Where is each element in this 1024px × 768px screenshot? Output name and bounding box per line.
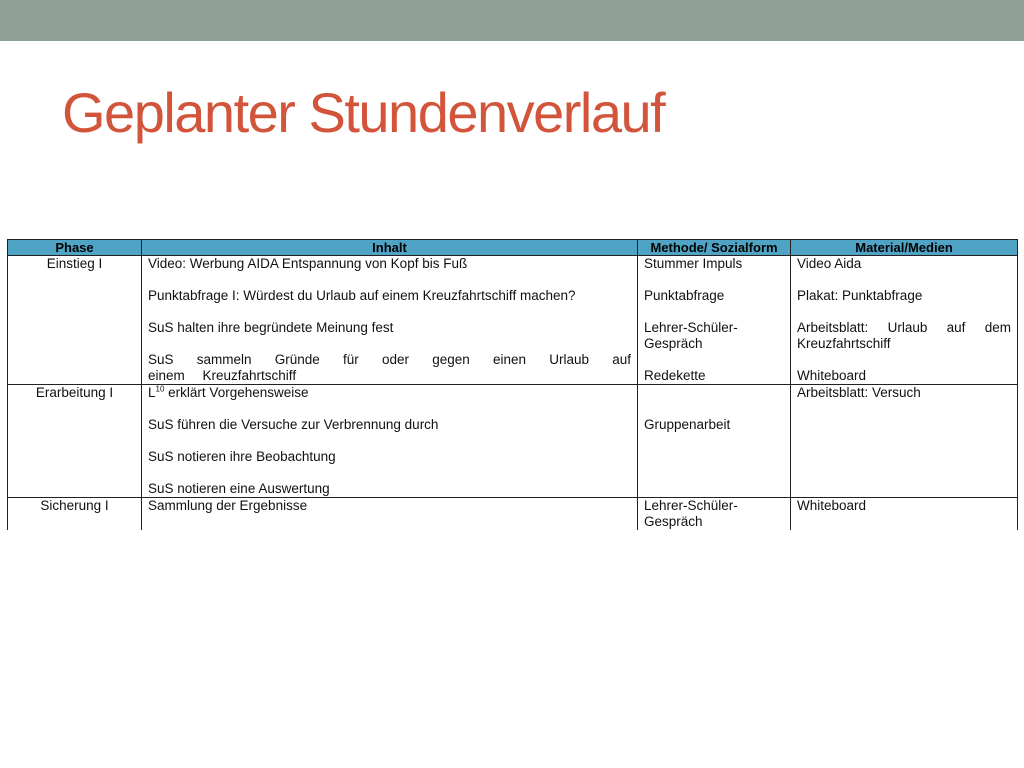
methode-entry: Lehrer-Schüler-Gespräch	[644, 498, 738, 529]
inhalt-entry: SuS notieren eine Auswertung	[148, 481, 330, 496]
inhalt-cell	[142, 256, 638, 385]
inhalt-entry: SuS notieren ihre Beobachtung	[148, 449, 336, 464]
phase-cell: Erarbeitung I	[8, 385, 142, 498]
material-entry: Arbeitsblatt: Urlaub auf dem Kreuzfahrtschiff	[797, 320, 1011, 351]
methode-cell	[638, 256, 791, 385]
header-inhalt: Inhalt	[142, 240, 638, 256]
methode-cell	[638, 385, 791, 498]
top-accent-bar	[0, 0, 1024, 41]
methode-entry: Stummer Impuls	[644, 256, 743, 271]
inhalt-entry: SuS führen die Versuche zur Verbrennung durch	[148, 417, 439, 432]
header-phase: Phase	[8, 240, 142, 256]
slide-title: Geplanter Stundenverlauf	[62, 81, 665, 144]
inhalt-entry: SuS halten ihre begründete Meinung fest	[148, 320, 394, 335]
material-entry: Whiteboard	[797, 498, 867, 513]
lesson-plan-table	[7, 239, 1018, 530]
inhalt-entry: Sammlung der Ergebnisse	[148, 498, 308, 513]
material-cell	[791, 256, 1018, 385]
phase-cell: Einstieg I	[8, 256, 142, 385]
table-row	[8, 385, 1018, 498]
table-row	[8, 498, 1018, 531]
methode-entry: Lehrer-Schüler-Gespräch	[644, 320, 738, 351]
methode-entry: Gruppenarbeit	[644, 417, 731, 432]
material-cell	[791, 385, 1018, 498]
material-cell	[791, 498, 1018, 531]
inhalt-entry-text: erklärt Vorgehensweise	[164, 385, 309, 400]
material-entry: Video Aida	[797, 256, 862, 271]
inhalt-cell	[142, 498, 638, 531]
material-entry: Plakat: Punktabfrage	[797, 288, 923, 303]
methode-entry: Redekette	[644, 368, 706, 383]
methode-entry: Punktabfrage	[644, 288, 725, 303]
inhalt-entry: Video: Werbung AIDA Entspannung von Kopf bis Fuß	[148, 256, 468, 271]
inhalt-entry	[148, 385, 631, 401]
material-entry: Arbeitsblatt: Versuch	[797, 385, 921, 400]
teacher-abbrev: L	[148, 385, 156, 400]
material-entry: Whiteboard	[797, 368, 867, 383]
header-material: Material/Medien	[791, 240, 1018, 256]
inhalt-entry: SuS sammeln Gründe für oder gegen einen Urlaub auf einem Kreuzfahrtschiff	[148, 352, 631, 383]
phase-cell: Sicherung I	[8, 498, 142, 531]
footnote-marker: 10	[155, 384, 165, 394]
table-row	[8, 256, 1018, 385]
methode-cell	[638, 498, 791, 531]
inhalt-cell	[142, 385, 638, 498]
table-header-row	[8, 240, 1018, 256]
inhalt-entry: Punktabfrage I: Würdest du Urlaub auf einem Kreuzfahrtschiff machen?	[148, 288, 576, 303]
header-methode: Methode/ Sozialform	[638, 240, 791, 256]
